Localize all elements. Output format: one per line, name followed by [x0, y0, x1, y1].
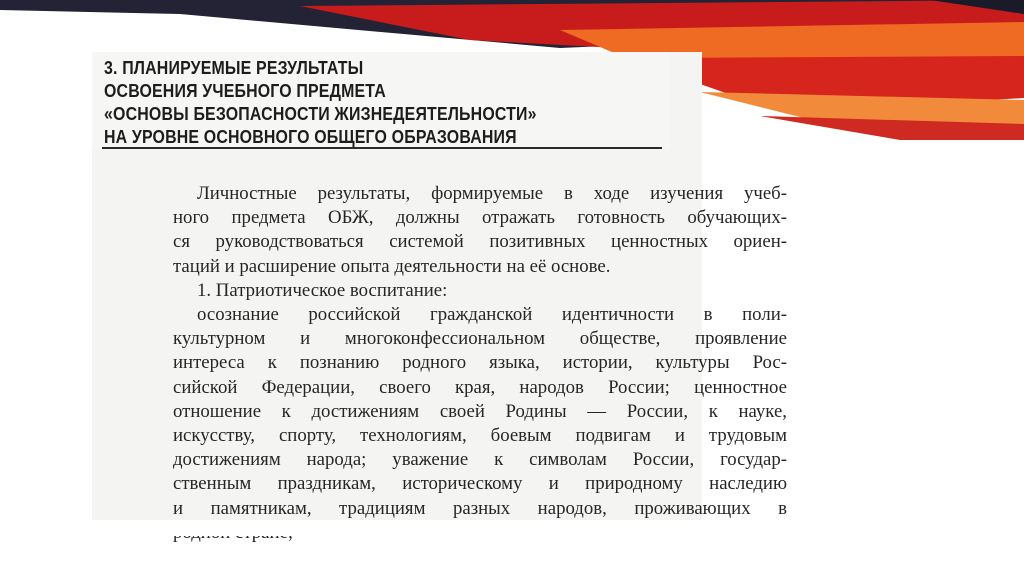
text-line: сийской Федерации, своего края, народов России; ценностное [173, 376, 787, 398]
text-line: искусству, спорту, технологиям, боевым подвигам и трудовым [173, 425, 787, 447]
text-line: Личностные результаты, формируемые в ходе изучения учеб- [197, 183, 787, 204]
text-line: отношение к достижениям своей Родины — России, к науке, [173, 400, 787, 422]
text-line: ного предмета ОБЖ, должны отражать готовность обучающих- [173, 207, 787, 229]
heading-line-3: «ОСНОВЫ БЕЗОПАСНОСТИ ЖИЗНЕДЕЯТЕЛЬНОСТИ» [104, 103, 537, 124]
text-line: ственным праздникам, историческому и природному наследию [173, 473, 787, 495]
text-line: и памятникам, традициям разных народов, проживающих в [173, 497, 787, 519]
text-line: культурном и многоконфессиональном обществе, проявление [173, 328, 787, 350]
page-crop-edge [92, 520, 792, 536]
list-item-heading: 1. Патриотическое воспитание: [197, 279, 448, 301]
text-line: ся руководствоваться системой позитивных ценностных ориен- [173, 231, 787, 253]
heading-line-4: НА УРОВНЕ ОСНОВНОГО ОБЩЕГО ОБРАЗОВАНИЯ [104, 126, 517, 147]
text-line: достижениям народа; уважение к символам России, государ- [173, 449, 787, 471]
text-line: осознание российской гражданской идентичности в поли- [197, 304, 787, 326]
heading-underline [102, 147, 662, 149]
section-heading [104, 56, 586, 148]
text-line: интереса к познанию родного языка, истории, культуры Рос- [173, 352, 787, 374]
body-text [173, 182, 787, 545]
heading-line-1: 3. ПЛАНИРУЕМЫЕ РЕЗУЛЬТАТЫ [104, 57, 364, 78]
heading-line-2: ОСВОЕНИЯ УЧЕБНОГО ПРЕДМЕТА [104, 80, 386, 101]
text-line: таций и расширение опыта деятельности на её основе. [173, 255, 611, 277]
